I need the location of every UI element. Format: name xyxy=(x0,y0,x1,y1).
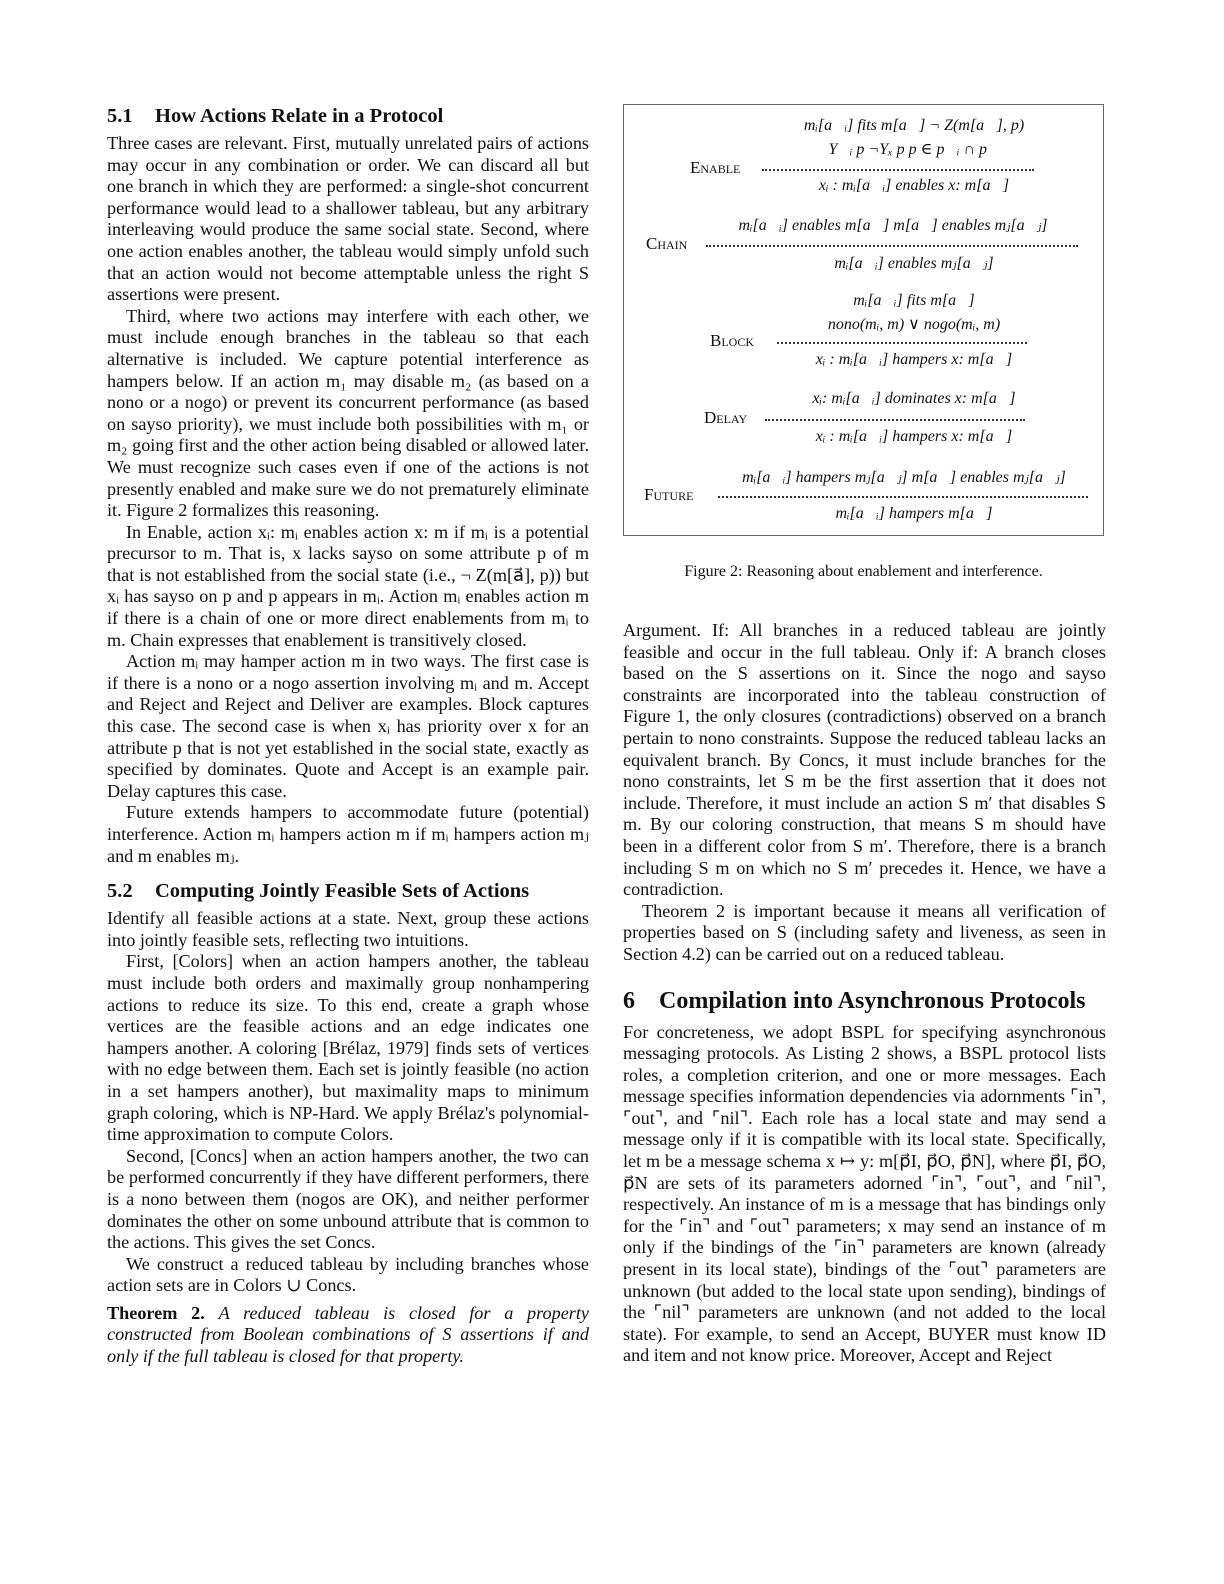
theorem xyxy=(107,1303,589,1368)
paragraph: We construct a reduced tableau by including branches whose action sets are in Colors ∪ Concs. xyxy=(107,1253,589,1296)
argument-paragraph: Argument. If: All branches in a reduced tableau are jointly feasible and occur in the full tableau. Only if: A branch closes based on the S assertions on it. Since the nogo and sayso constraints are incorporated into the tableau construction of Figure 1, the only closures (contradictions) observed on a branch pertain to nono constraints. Suppose the reduced tableau lacks an equivalent branch. By Concs, it must include branches for the nono constraints, let S m be the first assertion that it does not include. Therefore, it must include an action S m′ that disables S m. By our coloring construction, that means S m should have been in a different color from S m′. Therefore, there is a branch including S m on which no S m′ precedes it. Hence, we have a contradiction. xyxy=(623,620,1106,900)
inference-line xyxy=(706,245,1078,247)
paragraph: In Enable, action xᵢ: mᵢ enables action x: m if mᵢ is a potential precursor to m. That is, x lacks sayso on some attribute p of m that is not established from the social state (i.e., ¬ Z(m[a⃗], p)) but xᵢ has sayso on p and p appears in mᵢ. Action mᵢ enables action m if there is a chain of one or more direct enablements from mᵢ to m. Chain expresses that enablement is transitively closed. xyxy=(107,521,589,650)
rule-name-future: Future xyxy=(644,485,694,504)
paragraph: Identify all feasible actions at a state. Next, group these actions into jointly feasible sets, reflecting two intuitions. xyxy=(107,908,589,950)
paragraph: Action mᵢ may hamper action m in two ways. The first case is if there is a nono or a nogo assertion involving mᵢ and m. Accept and Reject and Reject and Deliver are examples. Block captures this case. The second case is when xᵢ has priority over x for an attribute p that is not yet established in the social state, exactly as specified by dominates. Quote and Accept is an example pair. Delay captures this case. xyxy=(107,651,589,801)
block-conclusion: xᵢ : mᵢ[a⃗ᵢ] hampers x: m[a⃗] xyxy=(815,351,1013,368)
future-conclusion: mᵢ[a⃗ᵢ] hampers m[a⃗] xyxy=(835,505,993,522)
right-column xyxy=(623,620,1106,1367)
chain-premise: mᵢ[a⃗ᵢ] enables m[a⃗] m[a⃗] enables mⱼ[a⃗ⱼ] xyxy=(738,217,1048,234)
section-heading-5-2 xyxy=(107,879,589,903)
figure-caption: Figure 2: Reasoning about enablement and interference. xyxy=(684,563,1043,580)
enable-premise-1: mᵢ[a⃗ᵢ] fits m[a⃗] ¬ Z(m[a⃗], p) xyxy=(803,117,1025,134)
rule-name-delay: Delay xyxy=(704,408,748,427)
inference-line xyxy=(718,496,1088,498)
paragraph: Future extends hampers to accommodate future (potential) interference. Action mᵢ hampers action m if mᵢ hampers action mⱼ and m enables mⱼ. xyxy=(107,802,589,866)
paragraph: For concreteness, we adopt BSPL for specifying asynchronous messaging protocols. As Listing 2 shows, a BSPL protocol lists roles, a completion criterion, and one or more messages. Each message specifies information dependencies via adornments ⌜in⌝, ⌜out⌝, and ⌜nil⌝. Each role has a local state and may send a message only if it is compatible with its local state. Specifically, let m be a message schema x ↦ y: m[p⃗I, p⃗O, p⃗N], where p⃗I, p⃗O, p⃗N are sets of its parameters adorned ⌜in⌝, ⌜out⌝, and ⌜nil⌝, respectively. An instance of m is a message that has bindings only for the ⌜in⌝ and ⌜out⌝ parameters; x may send an instance of m only if the bindings of the ⌜in⌝ parameters are known (already present in its local state), bindings of the ⌜out⌝ parameters are unknown (but added to the local state upon sending), bindings of the ⌜nil⌝ parameters are unknown (and not added to the local state). For example, to send an Accept, BUYER must know ID and item and not know price. Moreover, Accept and Reject xyxy=(623,1021,1106,1366)
enable-premise-2: Y꜀ᵢ p ¬Yₓ p p ∈ p⃗ᵢ ∩ p⃗ xyxy=(828,141,1000,158)
delay-premise: xᵢ: mᵢ[a⃗ᵢ] dominates x: m[a⃗] xyxy=(812,390,1016,407)
block-premise-2: nono(mᵢ, m) ∨ nogo(mᵢ, m) xyxy=(827,316,1001,333)
left-column xyxy=(107,104,589,1368)
section-heading-5-1 xyxy=(107,104,589,128)
inference-line xyxy=(762,169,1034,171)
section-title: How Actions Relate in a Protocol xyxy=(155,105,444,127)
inference-line xyxy=(777,342,1027,344)
block-premise-1: mᵢ[a⃗ᵢ] fits m[a⃗] xyxy=(853,292,975,309)
theorem-label: Theorem 2. xyxy=(107,1302,205,1323)
section-number: 5.2 xyxy=(107,880,133,903)
rule-name-enable: Enable xyxy=(690,158,741,177)
section-number: 6 xyxy=(623,987,635,1014)
future-premise: mᵢ[a⃗ᵢ] hampers mⱼ[a⃗ⱼ] m[a⃗] enables mⱼ[a⃗ⱼ] xyxy=(742,469,1066,486)
enable-conclusion: xᵢ : mᵢ[a⃗ᵢ] enables x: m[a⃗] xyxy=(818,177,1010,194)
section-heading-6 xyxy=(623,986,1106,1016)
paragraph: First, [Colors] when an action hampers another, the tableau must include both orders and maximally group nonhampering actions to reduce its size. To this end, create a graph whose vertices are the feasible actions and an edge indicates one hampers another. A coloring [Brélaz, 1979] finds sets of vertices with no edge between them. Each set is jointly feasible (no action in a set hampers another), but maximality maps to minimum graph coloring, which is NP-Hard. We apply Brélaz's polynomial-time approximation to compute Colors. xyxy=(107,951,589,1145)
section-title: Computing Jointly Feasible Sets of Actions xyxy=(155,880,530,903)
chain-conclusion: mᵢ[a⃗ᵢ] enables mⱼ[a⃗ⱼ] xyxy=(834,255,994,272)
theorem-text: A reduced tableau is closed for a property constructed from Boolean combinations of S assertions if and only if the full tableau is closed for that property. xyxy=(107,1302,590,1367)
section-title: Compilation into Asynchronous Protocols xyxy=(659,987,1086,1014)
figure-2-box xyxy=(623,104,1104,536)
paragraph: Third, where two actions may interfere with each other, we must include enough branches in the tableau so that each alternative is included. We capture potential interference as hampers below. If an action m₁ may disable m₂ (as based on a nono or a nogo) or prevent its concurrent performance (as based on sayso priority), we must include both possibilities with m₁ or m₂ going first and the other action being disabled or allowed later. We must recognize such cases even if one of the actions is not presently enabled and make sure we do not prematurely eliminate it. Figure 2 formalizes this reasoning. xyxy=(107,305,589,521)
paragraph: Second, [Concs] when an action hampers another, the two can be performed concurrently if they have different performers, there is a nono between them (nogos are OK), and neither performer dominates the other on some unbound attribute that is common to the actions. This gives the set Concs. xyxy=(107,1145,589,1253)
inference-line xyxy=(765,419,1025,421)
delay-conclusion: xᵢ : mᵢ[a⃗ᵢ] hampers x: m[a⃗] xyxy=(815,428,1013,445)
section-number: 5.1 xyxy=(107,105,133,127)
paragraph: Three cases are relevant. First, mutually unrelated pairs of actions may occur in any combination or order. We can discard all but one branch in which they are performed: a single-shot concurrent performance would lead to a shallower tableau, but any arbitrary interleaving would produce the same social state. Second, where one action enables another, the tableau would simply unfold such that an action would not become attemptable unless the right S assertions were present. xyxy=(107,133,589,305)
rule-name-chain: Chain xyxy=(646,234,688,253)
paragraph: Theorem 2 is important because it means all verification of properties based on S (including safety and liveness, as seen in Section 4.2) can be carried out on a reduced tableau. xyxy=(623,900,1106,964)
rule-name-block: Block xyxy=(710,331,755,350)
